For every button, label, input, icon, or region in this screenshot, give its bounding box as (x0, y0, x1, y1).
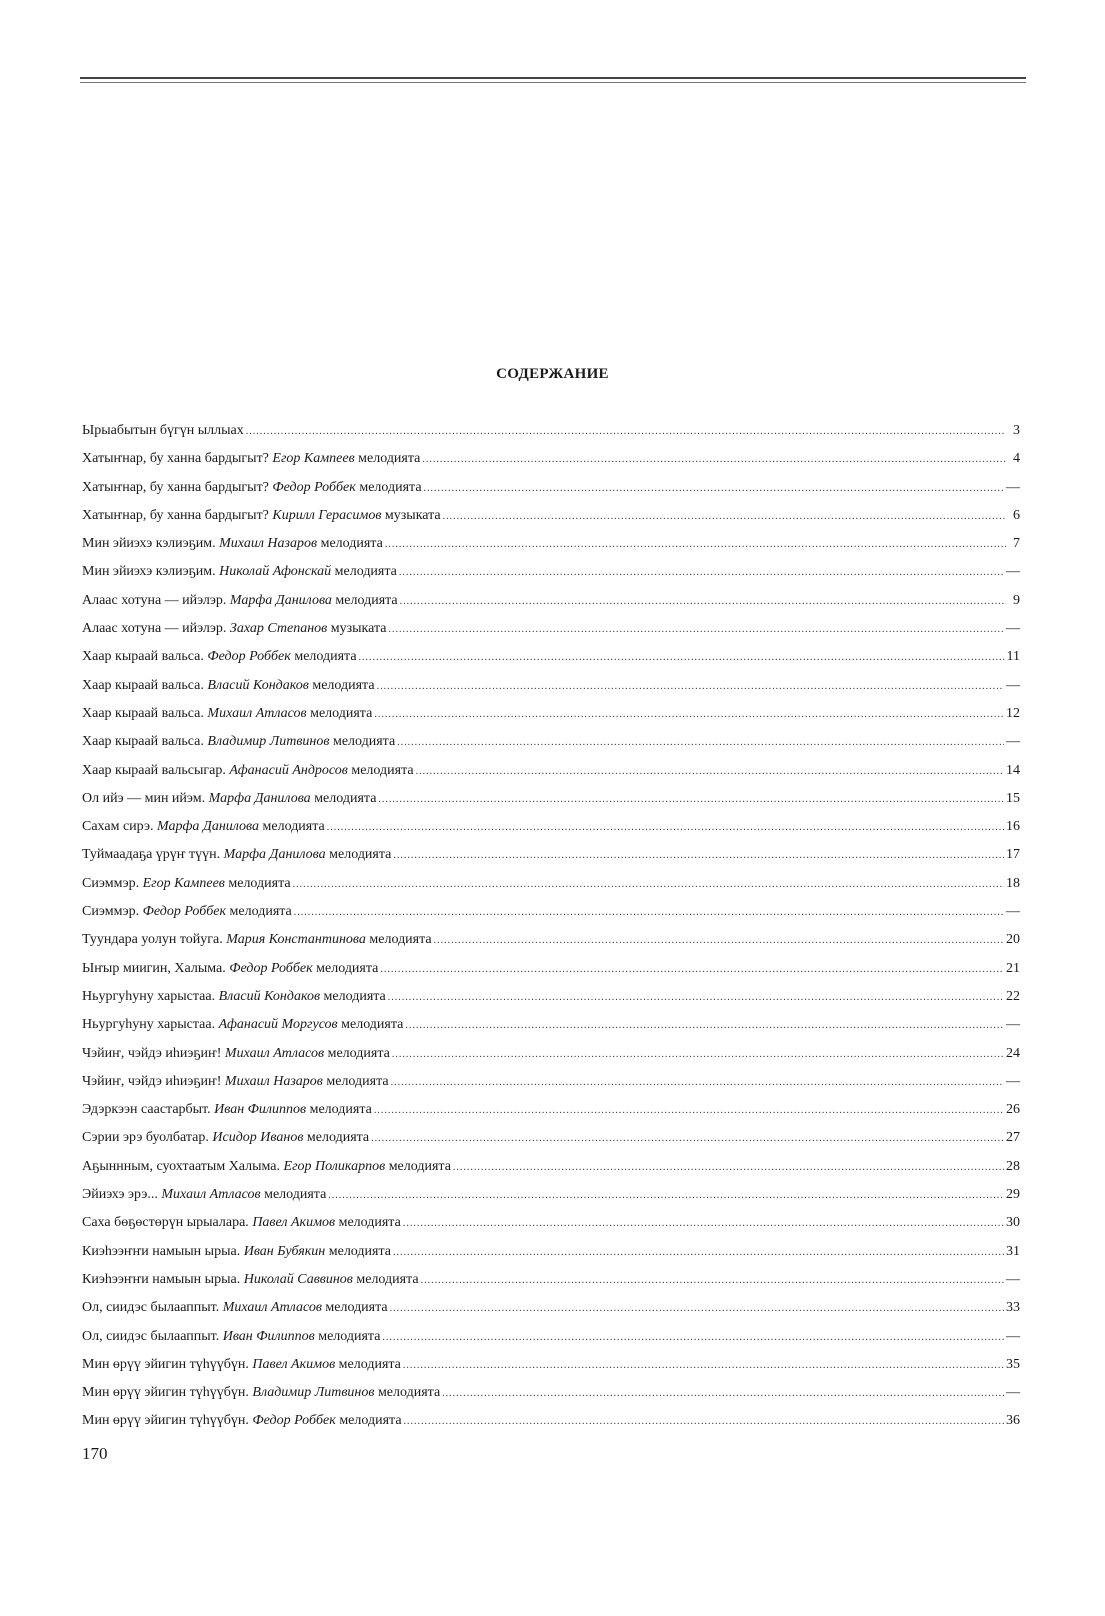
toc-entry[interactable] (82, 592, 1020, 620)
table-of-contents (82, 422, 1020, 1441)
header-rule (80, 77, 1026, 79)
toc-entry-page: 7 (1013, 536, 1020, 552)
toc-entry-suffix: мелодията (331, 592, 398, 608)
toc-dot-leader (393, 1244, 1004, 1262)
toc-entry-title: Сиэммэр. (82, 904, 143, 920)
toc-entry-text (82, 960, 378, 978)
toc-entry-page: 21 (1006, 960, 1020, 976)
toc-entry-title: Хатыҥнар, бу ханна бардыгыт? (82, 479, 273, 495)
toc-entry[interactable] (82, 1412, 1020, 1440)
toc-entry-text (82, 1129, 369, 1147)
toc-entry-suffix: мелодията (352, 1271, 419, 1287)
toc-entry-title: Хатыҥнар, бу ханна бардыгыт? (82, 507, 273, 523)
toc-entry-text (82, 903, 292, 921)
toc-entry-suffix: мелодията (385, 1158, 451, 1174)
toc-entry-author: Павел Акимов (252, 1215, 336, 1231)
toc-entry[interactable] (82, 818, 1020, 846)
toc-entry-author: Федор Роббек (252, 1413, 336, 1429)
toc-entry-text (82, 875, 291, 893)
toc-entry-text (82, 1016, 403, 1034)
toc-entry[interactable] (82, 563, 1020, 591)
toc-dot-leader (404, 1413, 1004, 1431)
toc-entry-text (82, 1412, 402, 1430)
toc-entry-suffix: мелодията (320, 988, 386, 1004)
toc-dot-leader (380, 961, 1004, 979)
toc-entry-title: Киэһээҥҥи намыын ырыа. (82, 1243, 244, 1259)
toc-entry-title: Киэһээҥҥи намыын ырыа. (82, 1271, 244, 1287)
toc-entry-page: 24 (1006, 1045, 1020, 1061)
toc-entry-suffix: музыката (327, 621, 387, 637)
toc-entry[interactable] (82, 931, 1020, 959)
toc-entry-title: Алаас хотуна — ийэлэр. (82, 621, 230, 637)
toc-entry-title: Саха бөҕөстөрүн ырыалара. (82, 1215, 253, 1231)
toc-entry[interactable] (82, 1016, 1020, 1044)
toc-entry-suffix: мелодията (224, 875, 291, 891)
toc-entry-text (82, 677, 375, 695)
toc-entry-author: Егор Поликарпов (283, 1158, 386, 1174)
toc-entry-page: 4 (1013, 451, 1020, 467)
toc-entry-author: Федор Роббек (229, 960, 313, 976)
toc-entry[interactable] (82, 1356, 1020, 1384)
toc-entry-title: Хаар кыраай вальса. (82, 649, 208, 665)
toc-entry[interactable] (82, 479, 1020, 507)
toc-entry[interactable] (82, 1299, 1020, 1327)
page-title: СОДЕРЖАНИЕ (496, 366, 609, 382)
toc-entry-author: Николай Саввинов (243, 1271, 353, 1287)
toc-entry[interactable] (82, 620, 1020, 648)
toc-entry-author: Федор Роббек (142, 904, 227, 920)
toc-entry-author: Иван Бубякин (243, 1243, 326, 1259)
toc-entry-title: Эйиэхэ эрэ... (82, 1187, 162, 1203)
toc-dot-leader (359, 649, 1005, 667)
toc-entry[interactable] (82, 1101, 1020, 1129)
toc-dot-leader (390, 1300, 1004, 1318)
toc-entry-title: Чэйиҥ, чэйдэ иһиэҕиҥ! (82, 1045, 225, 1061)
toc-entry-page: 14 (1006, 762, 1020, 778)
toc-entry-author: Марфа Данилова (157, 819, 260, 835)
toc-entry-suffix: мелодията (329, 734, 396, 750)
toc-dot-leader (328, 1187, 1004, 1205)
toc-entry-suffix: мелодията (335, 1413, 402, 1429)
toc-entry-page: 31 (1006, 1243, 1020, 1259)
toc-entry-text (82, 1073, 389, 1091)
toc-entry-text (82, 790, 376, 808)
toc-entry-title: Мин өрүү эйигин түһүүбүн. (82, 1385, 253, 1401)
toc-entry-text (82, 846, 391, 864)
toc-entry-page: 22 (1006, 988, 1020, 1004)
toc-entry-author: Федор Роббек (207, 649, 291, 665)
toc-entry-title: Сиэммэр. (82, 875, 143, 891)
toc-entry-text (82, 1214, 401, 1232)
toc-dot-leader (377, 678, 1004, 696)
toc-dot-leader (421, 1272, 1004, 1290)
toc-entry-page: 16 (1006, 819, 1020, 835)
toc-entry-author: Марфа Данилова (208, 790, 311, 806)
toc-dot-leader (442, 1385, 1004, 1403)
toc-entry[interactable] (82, 960, 1020, 988)
toc-entry-author: Михаил Атласов (222, 1300, 322, 1316)
toc-dot-leader (422, 451, 1006, 469)
toc-entry-title: Ол, сиидэс былааппыт. (82, 1300, 223, 1316)
toc-entry-text (82, 988, 386, 1006)
toc-entry-page: — (1006, 1017, 1020, 1033)
toc-entry[interactable] (82, 1243, 1020, 1271)
toc-entry-text (82, 705, 372, 723)
toc-entry-suffix: мелодията (308, 677, 375, 693)
toc-entry-page: — (1006, 904, 1020, 920)
toc-entry-page: 35 (1006, 1356, 1020, 1372)
toc-dot-leader (392, 1046, 1004, 1064)
toc-entry-page: — (1006, 1073, 1020, 1089)
toc-entry-title: Алаас хотуна — ийэлэр. (82, 592, 230, 608)
toc-entry-page: 3 (1013, 423, 1020, 438)
toc-entry-title: Сахам сирэ. (82, 819, 158, 835)
toc-entry-page: — (1006, 1385, 1020, 1401)
toc-entry-text (82, 931, 432, 949)
toc-entry-page: 11 (1006, 649, 1020, 665)
toc-entry-page: 26 (1006, 1102, 1020, 1118)
toc-entry-page: — (1006, 1271, 1020, 1287)
toc-entry-title: Ырыабытын бүгүн ыллыах (82, 423, 244, 438)
toc-entry-author: Владимир Литвинов (207, 734, 330, 750)
toc-entry-text (82, 1271, 419, 1289)
toc-entry-page: 33 (1006, 1300, 1020, 1316)
toc-dot-leader (405, 1017, 1004, 1035)
toc-entry-text (82, 648, 357, 666)
toc-entry-suffix: мелодията (337, 1017, 404, 1033)
toc-entry-title: Хаар кыраай вальса. (82, 677, 208, 693)
toc-entry-suffix: мелодията (312, 960, 379, 976)
toc-entry[interactable] (82, 1045, 1020, 1073)
toc-entry-suffix: мелодията (331, 564, 397, 580)
toc-entry-title: Ыҥыр миигин, Халыма. (82, 960, 230, 976)
toc-entry-suffix: мелодията (303, 1130, 370, 1146)
toc-entry-author: Иван Филиппов (222, 1328, 315, 1344)
toc-dot-leader (389, 621, 1005, 639)
toc-entry-text (82, 422, 244, 440)
toc-entry-text (82, 563, 397, 581)
toc-entry-text (82, 733, 395, 751)
toc-entry-page: 12 (1006, 705, 1020, 721)
toc-entry-page: 20 (1006, 932, 1020, 948)
toc-entry-suffix: мелодията (317, 536, 383, 552)
toc-dot-leader (391, 1074, 1004, 1092)
toc-entry-page: — (1006, 677, 1020, 693)
toc-entry[interactable] (82, 988, 1020, 1016)
toc-entry-suffix: мелодията (226, 904, 292, 920)
toc-entry-page: — (1006, 564, 1020, 580)
toc-entry[interactable] (82, 677, 1020, 705)
toc-entry-text (82, 1356, 401, 1374)
toc-entry-page: 27 (1006, 1130, 1020, 1146)
toc-entry-author: Захар Степанов (229, 621, 328, 637)
toc-dot-leader (294, 904, 1004, 922)
toc-entry-author: Власий Кондаков (207, 677, 309, 693)
toc-entry-suffix: мелодията (306, 1102, 372, 1118)
toc-entry-page: 36 (1006, 1413, 1020, 1429)
toc-dot-leader (403, 1357, 1004, 1375)
toc-entry-suffix: мелодията (347, 762, 414, 778)
toc-entry-text (82, 479, 422, 497)
toc-entry-author: Федор Роббек (272, 479, 356, 495)
toc-entry-author: Власий Кондаков (218, 988, 321, 1004)
toc-dot-leader (443, 508, 1006, 526)
toc-entry-text (82, 535, 383, 553)
toc-entry[interactable] (82, 1186, 1020, 1214)
toc-entry-page: 30 (1006, 1215, 1020, 1231)
toc-entry-page: 15 (1006, 790, 1020, 806)
toc-entry-suffix: мелодията (355, 479, 422, 495)
toc-entry-author: Марфа Данилова (229, 592, 332, 608)
toc-dot-leader (385, 536, 1006, 554)
toc-entry-suffix: мелодията (306, 705, 373, 721)
toc-entry-suffix: мелодията (365, 932, 432, 948)
header-rule-thin (80, 82, 1026, 83)
toc-dot-leader (400, 593, 1006, 611)
toc-entry-suffix: мелодията (314, 1328, 381, 1344)
toc-entry-author: Исидор Иванов (212, 1130, 304, 1146)
toc-entry-title: Мин эйиэхэ кэлиэҕим. (82, 536, 220, 552)
toc-entry[interactable] (82, 1271, 1020, 1299)
toc-entry-text (82, 1243, 391, 1261)
toc-dot-leader (378, 791, 1004, 809)
toc-entry-author: Афанасий Моргусов (218, 1017, 338, 1033)
toc-entry-title: Чэйиҥ, чэйдэ иһиэҕиҥ! (82, 1073, 225, 1089)
toc-entry-suffix: мелодията (322, 1073, 389, 1089)
toc-entry-suffix: мелодията (260, 1187, 327, 1203)
toc-entry[interactable] (82, 450, 1020, 478)
toc-dot-leader (371, 1130, 1004, 1148)
toc-entry-page: 6 (1013, 507, 1020, 523)
toc-dot-leader (403, 1215, 1004, 1233)
toc-dot-leader (397, 734, 1004, 752)
toc-entry[interactable] (82, 1384, 1020, 1412)
toc-entry[interactable] (82, 705, 1020, 733)
toc-entry-author: Афанасий Андросов (229, 762, 348, 778)
toc-entry-suffix: мелодията (374, 1385, 441, 1401)
toc-entry-author: Михаил Атласов (161, 1187, 261, 1203)
toc-entry-text (82, 1299, 388, 1317)
toc-dot-leader (416, 763, 1004, 781)
toc-entry-title: Ол, сиидэс былааппыт. (82, 1328, 223, 1344)
toc-entry-title: Хаар кыраай вальса. (82, 705, 208, 721)
toc-entry[interactable] (82, 903, 1020, 931)
toc-entry[interactable] (82, 507, 1020, 535)
toc-entry[interactable] (82, 535, 1020, 563)
toc-entry-page: — (1006, 1328, 1020, 1344)
toc-dot-leader (399, 564, 1004, 582)
toc-entry-page: 29 (1006, 1187, 1020, 1203)
toc-entry-text (82, 620, 387, 638)
toc-entry-author: Егор Кампеев (142, 875, 225, 891)
toc-entry[interactable] (82, 790, 1020, 818)
toc-dot-leader (434, 932, 1004, 950)
toc-entry-text (82, 1045, 390, 1063)
toc-dot-leader (327, 819, 1004, 837)
toc-entry-title: Мин эйиэхэ кэлиэҕим. (82, 564, 220, 580)
toc-dot-leader (382, 1329, 1004, 1347)
toc-entry-page: 18 (1006, 875, 1020, 891)
toc-dot-leader (424, 480, 1004, 498)
toc-dot-leader (246, 423, 1006, 441)
toc-entry-title: Хаар кыраай вальсыгар. (82, 762, 230, 778)
toc-entry-author: Михаил Атласов (207, 705, 307, 721)
toc-entry-title: Сэрии эрэ буолбатар. (82, 1130, 213, 1146)
toc-entry-author: Марфа Данилова (223, 847, 326, 863)
toc-entry-title: Ол ийэ — мин ийэм. (82, 790, 209, 806)
toc-entry-title: Туундара уолун тойуга. (82, 932, 227, 948)
toc-entry-title: Ньургуһуну харыстаа. (82, 988, 219, 1004)
toc-entry[interactable] (82, 422, 1020, 450)
page-number: 170 (82, 1444, 108, 1463)
toc-entry-suffix: мелодията (310, 790, 377, 806)
toc-entry-author: Мария Константинова (226, 932, 366, 948)
toc-entry-suffix: мелодията (335, 1356, 401, 1372)
toc-dot-leader (453, 1159, 1004, 1177)
toc-entry-title: Туймаадаҕа үрүҥ түүн. (82, 847, 224, 863)
toc-dot-leader (374, 706, 1004, 724)
toc-entry-text (82, 1158, 451, 1176)
toc-entry-suffix: мелодията (290, 649, 357, 665)
toc-entry[interactable] (82, 1129, 1020, 1157)
toc-dot-leader (374, 1102, 1004, 1120)
toc-entry[interactable] (82, 1073, 1020, 1101)
toc-entry-suffix: мелодията (354, 451, 421, 467)
toc-entry-author: Егор Кампеев (272, 451, 355, 467)
toc-entry-page: 17 (1006, 847, 1020, 863)
toc-entry[interactable] (82, 733, 1020, 761)
toc-entry-title: Эдэркээн саастарбыт. (82, 1102, 215, 1118)
toc-entry-author: Николай Афонскай (219, 564, 332, 580)
toc-entry-author: Михаил Атласов (224, 1045, 325, 1061)
toc-dot-leader (388, 989, 1004, 1007)
toc-entry-author: Иван Филиппов (214, 1102, 307, 1118)
toc-entry-author: Владимир Литвинов (252, 1385, 375, 1401)
toc-entry-page: — (1006, 621, 1020, 637)
toc-entry-author: Михаил Назаров (219, 536, 318, 552)
toc-dot-leader (293, 876, 1004, 894)
toc-entry[interactable] (82, 1158, 1020, 1186)
toc-entry-page: — (1006, 734, 1020, 750)
toc-entry-text (82, 1328, 380, 1346)
toc-entry-suffix: мелодията (335, 1215, 401, 1231)
toc-entry-title: Аҕыннным, суохтаатым Халыма. (82, 1158, 284, 1174)
toc-entry-title: Ньургуһуну харыстаа. (82, 1017, 219, 1033)
toc-entry-page: 9 (1013, 592, 1020, 608)
toc-entry[interactable] (82, 648, 1020, 676)
toc-entry-suffix: мелодията (325, 847, 392, 863)
toc-entry-suffix: музыката (381, 507, 441, 523)
toc-entry-text (82, 1384, 440, 1402)
toc-entry-author: Кирилл Герасимов (272, 507, 382, 523)
toc-entry[interactable] (82, 1328, 1020, 1356)
toc-entry-title: Хаар кыраай вальса. (82, 734, 208, 750)
toc-entry-page: 28 (1006, 1158, 1020, 1174)
toc-entry[interactable] (82, 1214, 1020, 1242)
toc-entry-text (82, 818, 325, 836)
toc-entry-suffix: мелодията (321, 1300, 388, 1316)
toc-entry-page: — (1006, 479, 1020, 495)
toc-entry-text (82, 1101, 372, 1119)
toc-entry-suffix: мелодията (259, 819, 325, 835)
toc-entry-title: Мин өрүү эйигин түһүүбүн. (82, 1356, 253, 1372)
toc-entry-suffix: мелодията (324, 1045, 390, 1061)
toc-entry-text (82, 762, 414, 780)
toc-entry[interactable] (82, 875, 1020, 903)
toc-dot-leader (393, 847, 1004, 865)
toc-entry[interactable] (82, 762, 1020, 790)
toc-entry-title: Хатыҥнар, бу ханна бардыгыт? (82, 451, 273, 467)
toc-entry-title: Мин өрүү эйигин түһүүбүн. (82, 1413, 253, 1429)
toc-entry-author: Михаил Назаров (224, 1073, 323, 1089)
toc-entry[interactable] (82, 846, 1020, 874)
toc-entry-text (82, 450, 420, 468)
toc-entry-text (82, 507, 441, 525)
toc-entry-author: Павел Акимов (252, 1356, 336, 1372)
toc-entry-suffix: мелодията (325, 1243, 391, 1259)
toc-entry-text (82, 592, 398, 610)
toc-entry-text (82, 1186, 326, 1204)
